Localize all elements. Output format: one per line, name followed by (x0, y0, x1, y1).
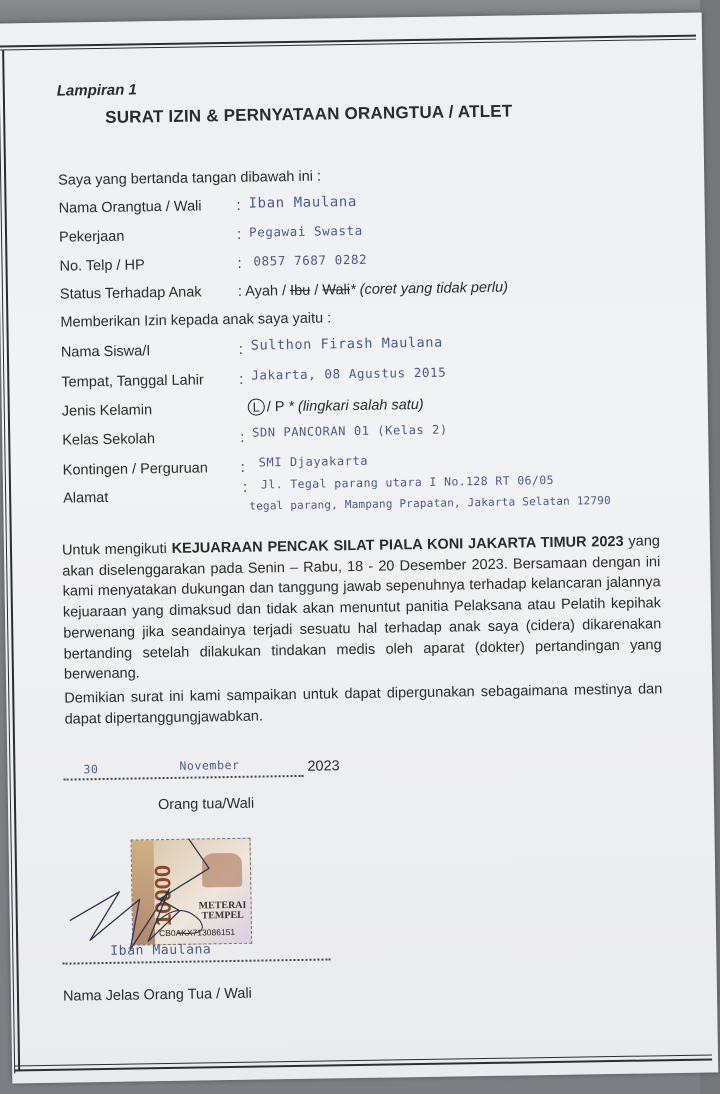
colon: : (237, 255, 242, 272)
gender-p: / P (266, 399, 285, 416)
status-wali: Wali (322, 282, 351, 299)
colon: : (236, 197, 241, 214)
statement-body: yang akan diselenggarakan pada Senin – Rabu, 18 - 20 Desember 2023. Bersamaan dengan ini kami menyatakan dukungan dan tanggung jawab sepenuhnya terhadap kelancaran jalannya kejuaraan yang dimaksud dan tidak akan menuntut panitia Pelaksana atau Pelatih kepihak berwenang jika seandainya terjadi sesuatu hal terhadap anak saya (cidera) dikarenakan bertanding setelah dilakukan tindakan medis oleh aparat (dokter) pertandingan yang berwenang. (62, 533, 662, 683)
status-ibu: Ibu (289, 282, 311, 300)
colon: : (238, 341, 244, 358)
colon: : (242, 479, 248, 496)
student-name-label: Nama Siswa/I (60, 343, 151, 361)
status-separator: / (310, 282, 323, 299)
signer-caption: Nama Jelas Orang Tua / Wali (62, 985, 252, 1005)
stamp-value: 10000 (149, 864, 176, 927)
birth-value: Jakarta, 08 Agustus 2015 (251, 364, 447, 383)
event-name: KEJUARAAN PENCAK SILAT PIALA KONI JAKARTA TIMUR 2023 (171, 533, 624, 557)
occupation-value: Pegawai Swasta (248, 222, 363, 240)
closing-paragraph: Demikian surat ini kami sampaikan untuk dapat dipergunakan sebagaimana mestinya dan dapat dipertanggungjawabkan. (64, 681, 663, 728)
statement-paragraph (62, 531, 662, 685)
date-day: 30 (83, 762, 99, 777)
intro-text: Saya yang bertanda tangan dibawah ini : (58, 168, 322, 189)
stamp-text-2: TEMPEL (201, 909, 244, 922)
stamp-text-1: METERAI (198, 899, 247, 912)
document-page (0, 13, 718, 1084)
colon: : (240, 429, 245, 446)
status-label: Status Terhadap Anak (59, 284, 202, 303)
stamp-code: CB0AKX713086151 (158, 926, 236, 939)
gender-note: * (lingkari salah satu) (288, 396, 424, 416)
date-month: November (179, 757, 240, 773)
colon: : (239, 371, 244, 388)
address-line-2: tegal parang, Mampang Prapatan, Jakarta Selatan 12790 (249, 494, 611, 513)
address-label: Alamat (63, 489, 109, 507)
parent-name-value: Iban Maulana (248, 193, 358, 212)
date-year: 2023 (307, 758, 340, 775)
statement-lead: Untuk mengikuti (61, 540, 172, 559)
contingent-label: Kontingen / Perguruan (62, 460, 208, 479)
parent-name-label: Nama Orangtua / Wali (58, 198, 202, 217)
class-value: SDN PANCORAN 01 (Kelas 2) (252, 422, 448, 440)
signature-scribble (58, 827, 280, 960)
status-options: : Ayah / Ibu / Wali* (coret yang tidak perlu) (237, 279, 509, 300)
gender-l-circled: L (248, 398, 265, 415)
contingent-value: SMI Djayakarta (258, 453, 369, 470)
date-dotted-line (64, 775, 304, 781)
border-line-left (0, 46, 15, 1074)
appendix-label: Lampiran 1 (56, 81, 137, 100)
phone-label: No. Telp / HP (59, 257, 145, 275)
gender-label: Jenis Kelamin (61, 402, 153, 420)
phone-value: 0857 7687 0282 (253, 251, 368, 269)
colon: : (236, 226, 242, 243)
status-note: * (coret yang tidak perlu) (349, 279, 509, 299)
occupation-label: Pekerjaan (58, 228, 125, 246)
student-name-value: Sulthon Firash Maulana (250, 334, 443, 354)
document-title: SURAT IZIN & PERNYATAAN ORANGTUA / ATLET (105, 101, 513, 127)
permission-intro: Memberikan Izin kepada anak saya yaitu : (60, 310, 332, 331)
signer-role: Orang tua/Wali (157, 795, 255, 814)
address-line-1: Jl. Tegal parang utara I No.128 RT 06/05 (260, 472, 555, 492)
birth-label: Tempat, Tanggal Lahir (61, 372, 204, 391)
colon: : (240, 459, 245, 476)
status-ayah: Ayah / (245, 283, 287, 300)
signer-name: Iban Maulana (110, 942, 212, 959)
gender-options (248, 396, 424, 416)
class-label: Kelas Sekolah (62, 431, 156, 449)
